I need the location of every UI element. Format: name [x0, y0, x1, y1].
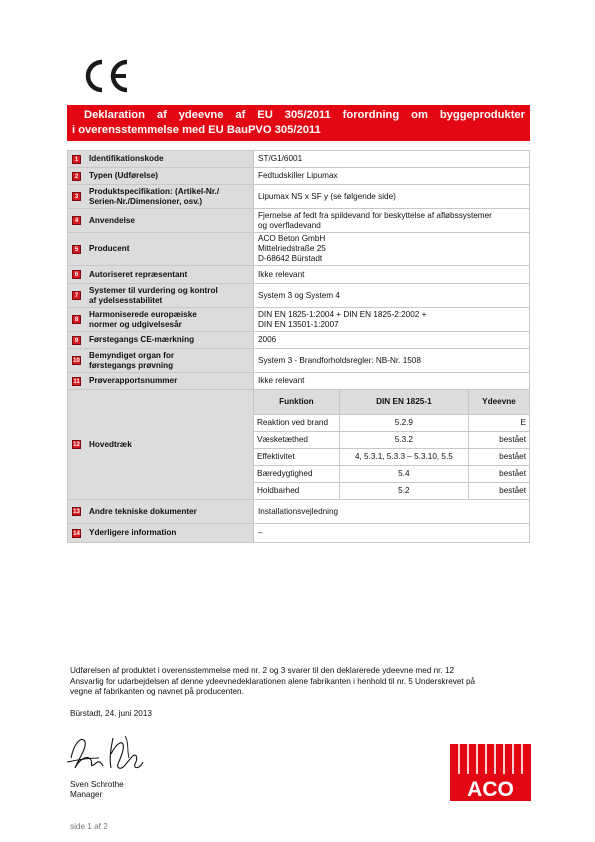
row-7-label [89, 286, 218, 306]
main-features-header-row [254, 390, 529, 414]
item-number-badge: 8 [72, 315, 81, 324]
statement-line-1: Udførelsen af produktet i overensstemmelse med nr. 2 og 3 svarer til den deklarerede ydeevne med nr. 12 [70, 666, 455, 675]
row-1-value [254, 151, 530, 168]
place-date: Bürstadt, 24. juni 2013 [70, 709, 152, 718]
declaration-row [68, 524, 530, 543]
row-6-value [254, 266, 530, 284]
declaration-row [68, 284, 530, 308]
column-header: Ydeevne [469, 390, 530, 414]
row-4-value-line: og overfladevand [258, 220, 321, 230]
item-number-badge: 11 [73, 378, 80, 385]
row-4-label-cell [68, 209, 254, 233]
row-6-label [89, 270, 187, 280]
row-5-label-cell [68, 233, 254, 266]
row-11-label-line: Prøverapportsnummer [89, 376, 178, 385]
declaration-table [67, 150, 530, 543]
row-4-value [254, 209, 530, 233]
item-number-badge: 6 [72, 270, 81, 279]
row-14-label [89, 528, 176, 538]
feature-standard-clause: 5.2.9 [339, 414, 468, 431]
feature-performance: bestået [469, 431, 530, 448]
title-line-2: i overensstemmelse med EU BauPVO 305/2011 [72, 124, 321, 136]
feature-function: Holdbarhed [254, 482, 339, 499]
row-9-value-line: 2006 [258, 335, 277, 344]
row-10-label-line: førstegangs prøvning [89, 360, 174, 370]
row-9-value [254, 332, 530, 349]
feature-standard-clause: 5.2 [339, 482, 468, 499]
item-number-badge: 1 [72, 155, 81, 164]
item-number-badge: 10 [73, 358, 80, 364]
row-8-label-line: Harmoniserede europæiske [89, 309, 197, 319]
row-7-value [254, 284, 530, 308]
row-9-label [89, 335, 194, 345]
row-1-label-cell [68, 151, 254, 168]
row-3-label-cell [68, 185, 254, 209]
row-10-label [89, 351, 174, 371]
main-features-row [254, 465, 529, 482]
row-6-label-cell [68, 266, 254, 284]
declaration-row [68, 266, 530, 284]
feature-function: Reaktion ved brand [254, 414, 339, 431]
row-2-value-line: Fedtudskiller Lipumax [258, 171, 338, 180]
row-5-label [89, 244, 130, 254]
row-3-value-line: Lipumax NS x SF y (se følgende side) [258, 191, 396, 201]
row-10-value [254, 349, 530, 373]
row-1-value-line: ST/G1/6001 [258, 154, 303, 163]
row-4-value-line: Fjernelse af fedt fra spildevand for beskyttelse af afløbssystemer [258, 210, 492, 220]
row-8-label-cell [68, 308, 254, 332]
signer-title: Manager [70, 790, 103, 799]
feature-performance: E [469, 414, 530, 431]
ce-mark-logo [80, 58, 132, 94]
row-5-value-line: D-68642 Bürstadt [258, 254, 323, 263]
row-5-label-line: Producent [89, 244, 130, 253]
declaration-row [68, 185, 530, 209]
row-6-value-line: Ikke relevant [258, 269, 305, 279]
row-12-label-cell [68, 390, 254, 500]
item-number-badge: 7 [72, 291, 81, 300]
title-banner [67, 105, 530, 141]
row-10-value-line: System 3 - Brandforholdsregler: NB-Nr. 1508 [258, 355, 421, 365]
row-3-label-line: Serien-Nr./Dimensioner, osv.) [89, 196, 203, 206]
row-8-label [89, 310, 197, 330]
main-features-table [254, 390, 529, 499]
row-6-label-line: Autoriseret repræsentant [89, 269, 188, 279]
main-features-cell [254, 390, 530, 500]
row-14-label-line: Yderligere information [89, 528, 177, 537]
page-number: side 1 af 2 [70, 822, 108, 831]
main-features-row [254, 482, 529, 499]
row-4-label-line: Anvendelse [89, 215, 135, 225]
row-14-label-cell [68, 524, 254, 543]
row-13-value [254, 500, 530, 524]
statement-line-2: Ansvarlig for udarbejdelsen af denne ydeevnedeklarationen alene fabrikanten i henhold til nr. 5 Underskrevet på [70, 676, 476, 686]
feature-standard-clause: 5.3.2 [339, 431, 468, 448]
row-8-label-line: normer og udgivelsesår [89, 319, 182, 329]
signer-name: Sven Schrothe [70, 780, 124, 789]
item-number-badge: 14 [73, 530, 80, 537]
row-5-value-line: ACO Beton GmbH [258, 234, 326, 243]
row-14-value-line: – [258, 528, 263, 537]
row-7-label-line: Systemer til vurdering og kontrol [89, 285, 218, 295]
item-number-badge: 12 [73, 442, 80, 448]
row-1-label-line: Identifikationskode [89, 154, 164, 163]
row-3-label [89, 187, 219, 207]
feature-function: Væsketæthed [254, 431, 339, 448]
declaration-row [68, 332, 530, 349]
item-number-badge: 9 [72, 336, 81, 345]
row-7-label-line: af ydelsesstabilitet [89, 295, 163, 305]
row-14-value [254, 524, 530, 543]
feature-standard-clause: 5.4 [339, 465, 468, 482]
row-13-label-cell [68, 500, 254, 524]
feature-performance: bestået [469, 448, 530, 465]
aco-logo [450, 744, 531, 801]
column-header: DIN EN 1825-1 [339, 390, 468, 414]
column-header: Funktion [254, 390, 339, 414]
main-features-row [254, 431, 529, 448]
row-2-value [254, 168, 530, 185]
item-number-badge: 3 [72, 192, 81, 201]
feature-function: Effektivitet [254, 448, 339, 465]
main-features-row [254, 414, 529, 431]
row-11-label [89, 376, 177, 386]
declaration-row [68, 168, 530, 185]
declaration-row [68, 209, 530, 233]
row-7-label-cell [68, 284, 254, 308]
item-number-badge: 4 [72, 216, 81, 225]
row-9-label-cell [68, 332, 254, 349]
row-2-label-cell [68, 168, 254, 185]
row-7-value-line: System 3 og System 4 [258, 290, 340, 300]
row-13-label [89, 507, 197, 517]
row-8-value [254, 308, 530, 332]
main-features-row [254, 448, 529, 465]
title-line-1: Deklaration af ydeevne af EU 305/2011 forordning om byggeprodukter [84, 109, 525, 121]
row-3-label-line: Produktspecifikation: (Artikel-Nr./ [89, 186, 220, 196]
aco-logo-text: ACO [467, 778, 514, 801]
declaration-row [68, 349, 530, 373]
feature-performance: bestået [469, 465, 530, 482]
feature-standard-clause: 4, 5.3.1, 5.3.3 – 5.3.10, 5.5 [339, 448, 468, 465]
row-2-label [89, 171, 158, 181]
declaration-row [68, 373, 530, 390]
row-10-label-cell [68, 349, 254, 373]
row-8-value-line: DIN EN 1825-1:2004 + DIN EN 1825-2:2002 + [258, 309, 427, 319]
row-13-value-line: Installationsvejledning [258, 506, 339, 516]
row-13-label-line: Andre tekniske dokumenter [89, 506, 197, 516]
row-12-label: Hovedtræk [89, 439, 132, 449]
signer-block [70, 780, 124, 800]
row-8-value-line: DIN EN 13501-1:2007 [258, 319, 339, 329]
row-9-label-line: Førstegangs CE-mærkning [89, 335, 195, 344]
feature-function: Bæredygtighed [254, 465, 339, 482]
row-2-label-line: Typen (Udførelse) [89, 171, 158, 180]
row-5-value-line: Mittelriedstraße 25 [258, 244, 326, 253]
declaration-row [68, 233, 530, 266]
row-1-label [89, 154, 164, 164]
row-4-label [89, 216, 135, 226]
row-11-value [254, 373, 530, 390]
declaration-statement [70, 666, 535, 698]
row-5-value [254, 233, 530, 266]
declaration-row [68, 308, 530, 332]
row-11-value-line: Ikke relevant [258, 376, 305, 385]
declaration-row [68, 500, 530, 524]
handwritten-signature [65, 728, 147, 776]
declaration-row [68, 390, 530, 500]
item-number-badge: 2 [72, 172, 81, 181]
item-number-badge: 5 [72, 245, 81, 254]
statement-line-3: vegne af fabrikanten og navnet på producenten. [70, 687, 244, 696]
row-10-label-line: Bemyndiget organ for [89, 350, 175, 360]
declaration-row [68, 151, 530, 168]
row-11-label-cell [68, 373, 254, 390]
item-number-badge: 13 [73, 509, 80, 515]
feature-performance: bestået [469, 482, 530, 499]
row-3-value [254, 185, 530, 209]
